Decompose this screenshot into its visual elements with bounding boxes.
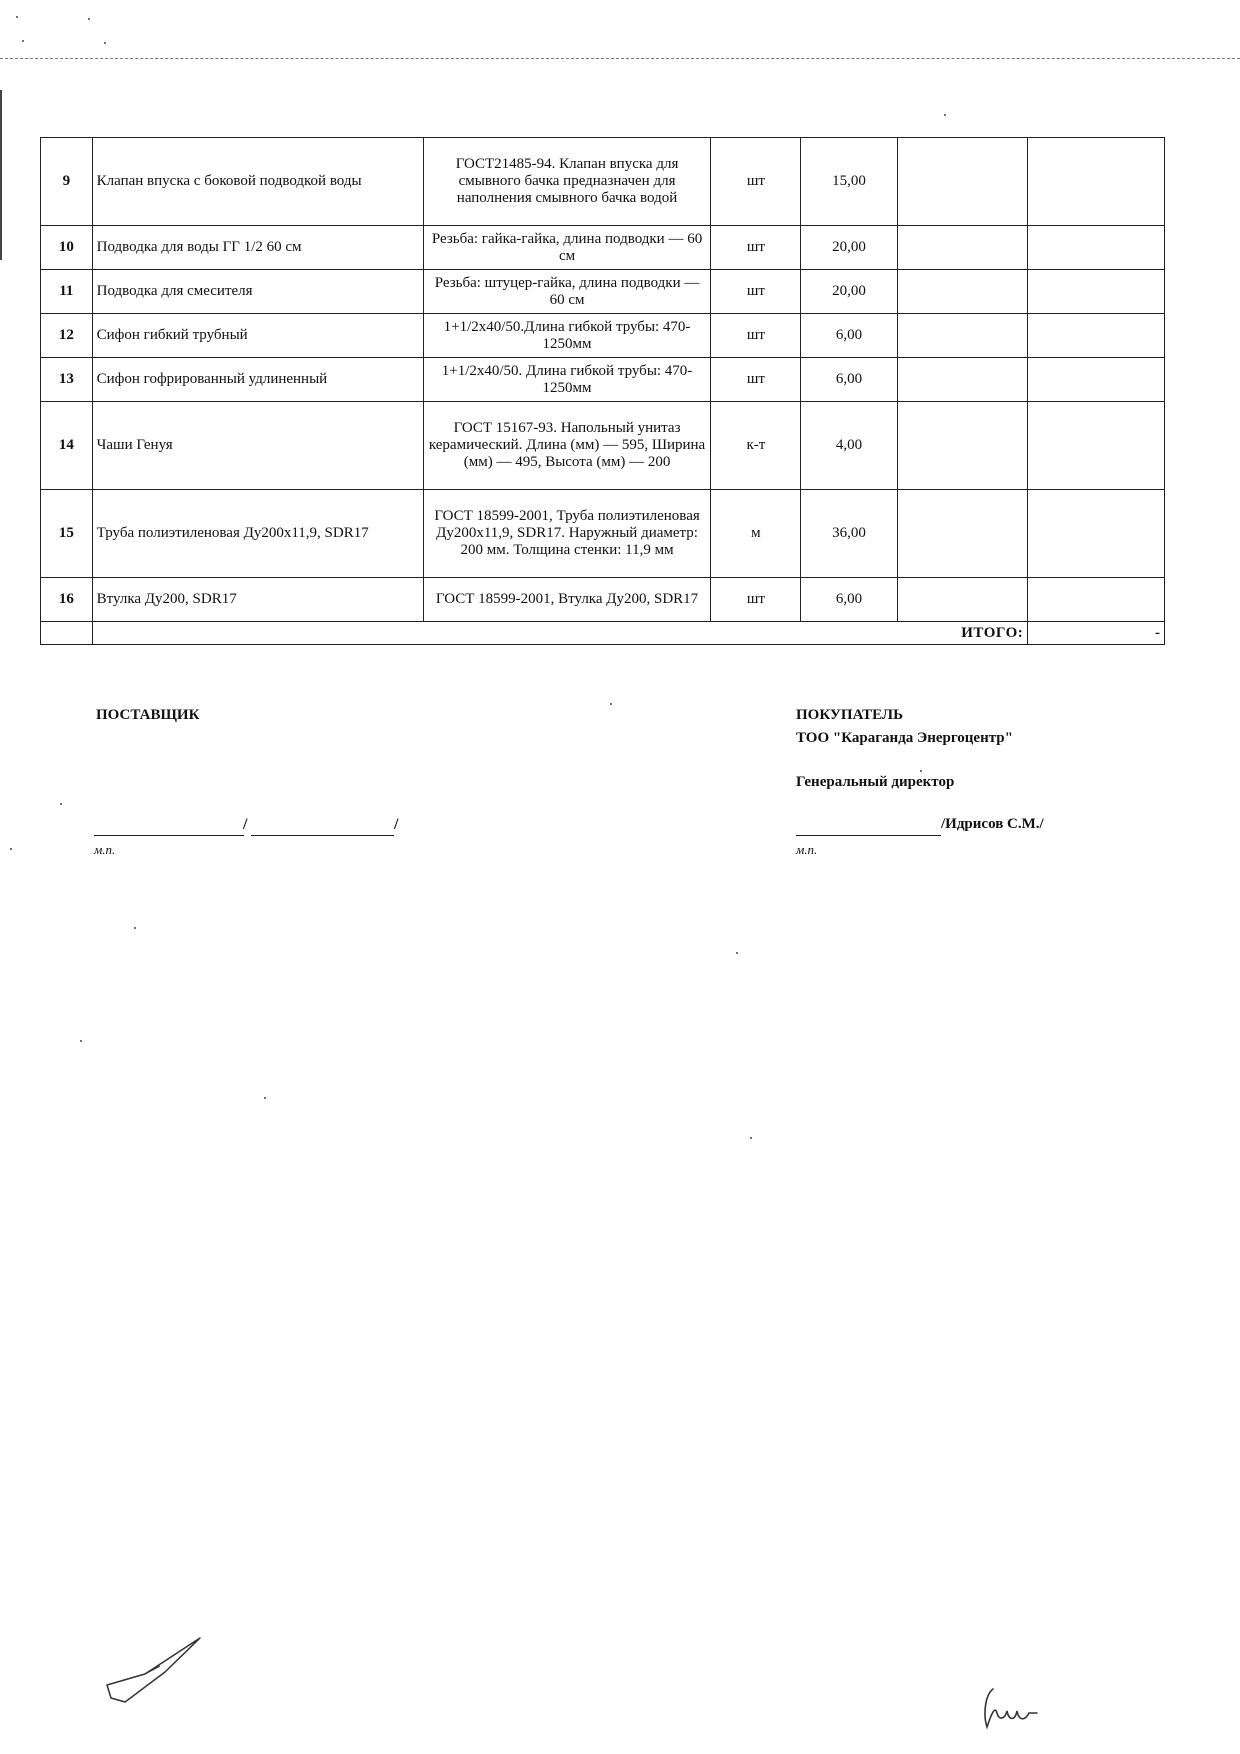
- item-sum: [1028, 270, 1165, 314]
- total-value: -: [1028, 622, 1165, 645]
- item-description: ГОСТ21485-94. Клапан впуска для смывного бачка предназначен для наполнения смывного бачка водой: [423, 138, 711, 226]
- item-name: Подводка для смесителя: [92, 270, 423, 314]
- item-description: Резьба: штуцер-гайка, длина подводки — 60 см: [423, 270, 711, 314]
- item-sum: [1028, 138, 1165, 226]
- handwritten-signature-left: [105, 1630, 215, 1710]
- item-name: Подводка для воды ГГ 1/2 60 см: [92, 226, 423, 270]
- total-label: ИТОГО:: [92, 622, 1028, 645]
- row-number: 16: [41, 578, 93, 622]
- buyer-role: Генеральный директор: [796, 774, 955, 790]
- item-name: Сифон гофрированный удлиненный: [92, 358, 423, 402]
- item-price: [897, 578, 1028, 622]
- item-price: [897, 314, 1028, 358]
- handwritten-signature-right: [975, 1685, 1055, 1735]
- buyer-signature-line: [796, 835, 941, 836]
- item-unit: к-т: [711, 402, 801, 490]
- item-price: [897, 402, 1028, 490]
- item-sum: [1028, 490, 1165, 578]
- item-price: [897, 270, 1028, 314]
- table-row: [41, 270, 1165, 314]
- item-quantity: 6,00: [801, 578, 897, 622]
- item-description: ГОСТ 18599-2001, Втулка Ду200, SDR17: [423, 578, 711, 622]
- item-name: Втулка Ду200, SDR17: [92, 578, 423, 622]
- table-row: [41, 358, 1165, 402]
- item-quantity: 6,00: [801, 314, 897, 358]
- buyer-title: ПОКУПАТЕЛЬ: [796, 707, 904, 723]
- item-description: 1+1/2х40/50.Длина гибкой трубы: 470-1250мм: [423, 314, 711, 358]
- item-sum: [1028, 402, 1165, 490]
- table-row: [41, 226, 1165, 270]
- item-unit: м: [711, 490, 801, 578]
- item-sum: [1028, 358, 1165, 402]
- item-description: Резьба: гайка-гайка, длина подводки — 60 см: [423, 226, 711, 270]
- item-name: Клапан впуска с боковой подводкой воды: [92, 138, 423, 226]
- item-description: ГОСТ 15167-93. Напольный унитаз керамический. Длина (мм) — 595, Ширина (мм) — 495, Высота (мм) — 200: [423, 402, 711, 490]
- supplier-stamp-place: м.п.: [94, 842, 116, 857]
- total-row: [41, 622, 1165, 645]
- table-row: [41, 578, 1165, 622]
- buyer-signatory-name: /Идрисов С.М./: [941, 816, 1044, 832]
- item-price: [897, 138, 1028, 226]
- supplier-signature-line: [94, 835, 244, 836]
- item-price: [897, 490, 1028, 578]
- table-row: [41, 402, 1165, 490]
- row-number: 15: [41, 490, 93, 578]
- total-empty-cell: [41, 622, 93, 645]
- item-quantity: 36,00: [801, 490, 897, 578]
- item-price: [897, 358, 1028, 402]
- item-name: Труба полиэтиленовая Ду200х11,9, SDR17: [92, 490, 423, 578]
- item-description: ГОСТ 18599-2001, Труба полиэтиленовая Ду200х11,9, SDR17. Наружный диаметр: 200 мм. Толщина стенки: 11,9 мм: [423, 490, 711, 578]
- item-unit: шт: [711, 270, 801, 314]
- item-description: 1+1/2х40/50. Длина гибкой трубы: 470-1250мм: [423, 358, 711, 402]
- item-name: Сифон гибкий трубный: [92, 314, 423, 358]
- item-sum: [1028, 578, 1165, 622]
- item-unit: шт: [711, 578, 801, 622]
- item-quantity: 15,00: [801, 138, 897, 226]
- items-table-body: [41, 138, 1165, 622]
- item-sum: [1028, 314, 1165, 358]
- buyer-stamp-place: м.п.: [796, 842, 818, 857]
- item-quantity: 20,00: [801, 270, 897, 314]
- supplier-name-line: [251, 835, 394, 836]
- row-number: 9: [41, 138, 93, 226]
- row-number: 13: [41, 358, 93, 402]
- table-row: [41, 138, 1165, 226]
- row-number: 11: [41, 270, 93, 314]
- item-unit: шт: [711, 314, 801, 358]
- supplier-title: ПОСТАВЩИК: [96, 707, 200, 723]
- item-unit: шт: [711, 138, 801, 226]
- item-price: [897, 226, 1028, 270]
- item-name: Чаши Генуя: [92, 402, 423, 490]
- table-row: [41, 314, 1165, 358]
- row-number: 12: [41, 314, 93, 358]
- supplier-slash-1: /: [243, 816, 248, 833]
- buyer-organization: ТОО "Караганда Энергоцентр": [796, 730, 1013, 746]
- item-unit: шт: [711, 358, 801, 402]
- supplier-slash-2: /: [394, 816, 399, 833]
- item-sum: [1028, 226, 1165, 270]
- row-number: 14: [41, 402, 93, 490]
- table-row: [41, 490, 1165, 578]
- item-quantity: 4,00: [801, 402, 897, 490]
- item-unit: шт: [711, 226, 801, 270]
- items-table: [40, 137, 1165, 645]
- item-quantity: 6,00: [801, 358, 897, 402]
- row-number: 10: [41, 226, 93, 270]
- item-quantity: 20,00: [801, 226, 897, 270]
